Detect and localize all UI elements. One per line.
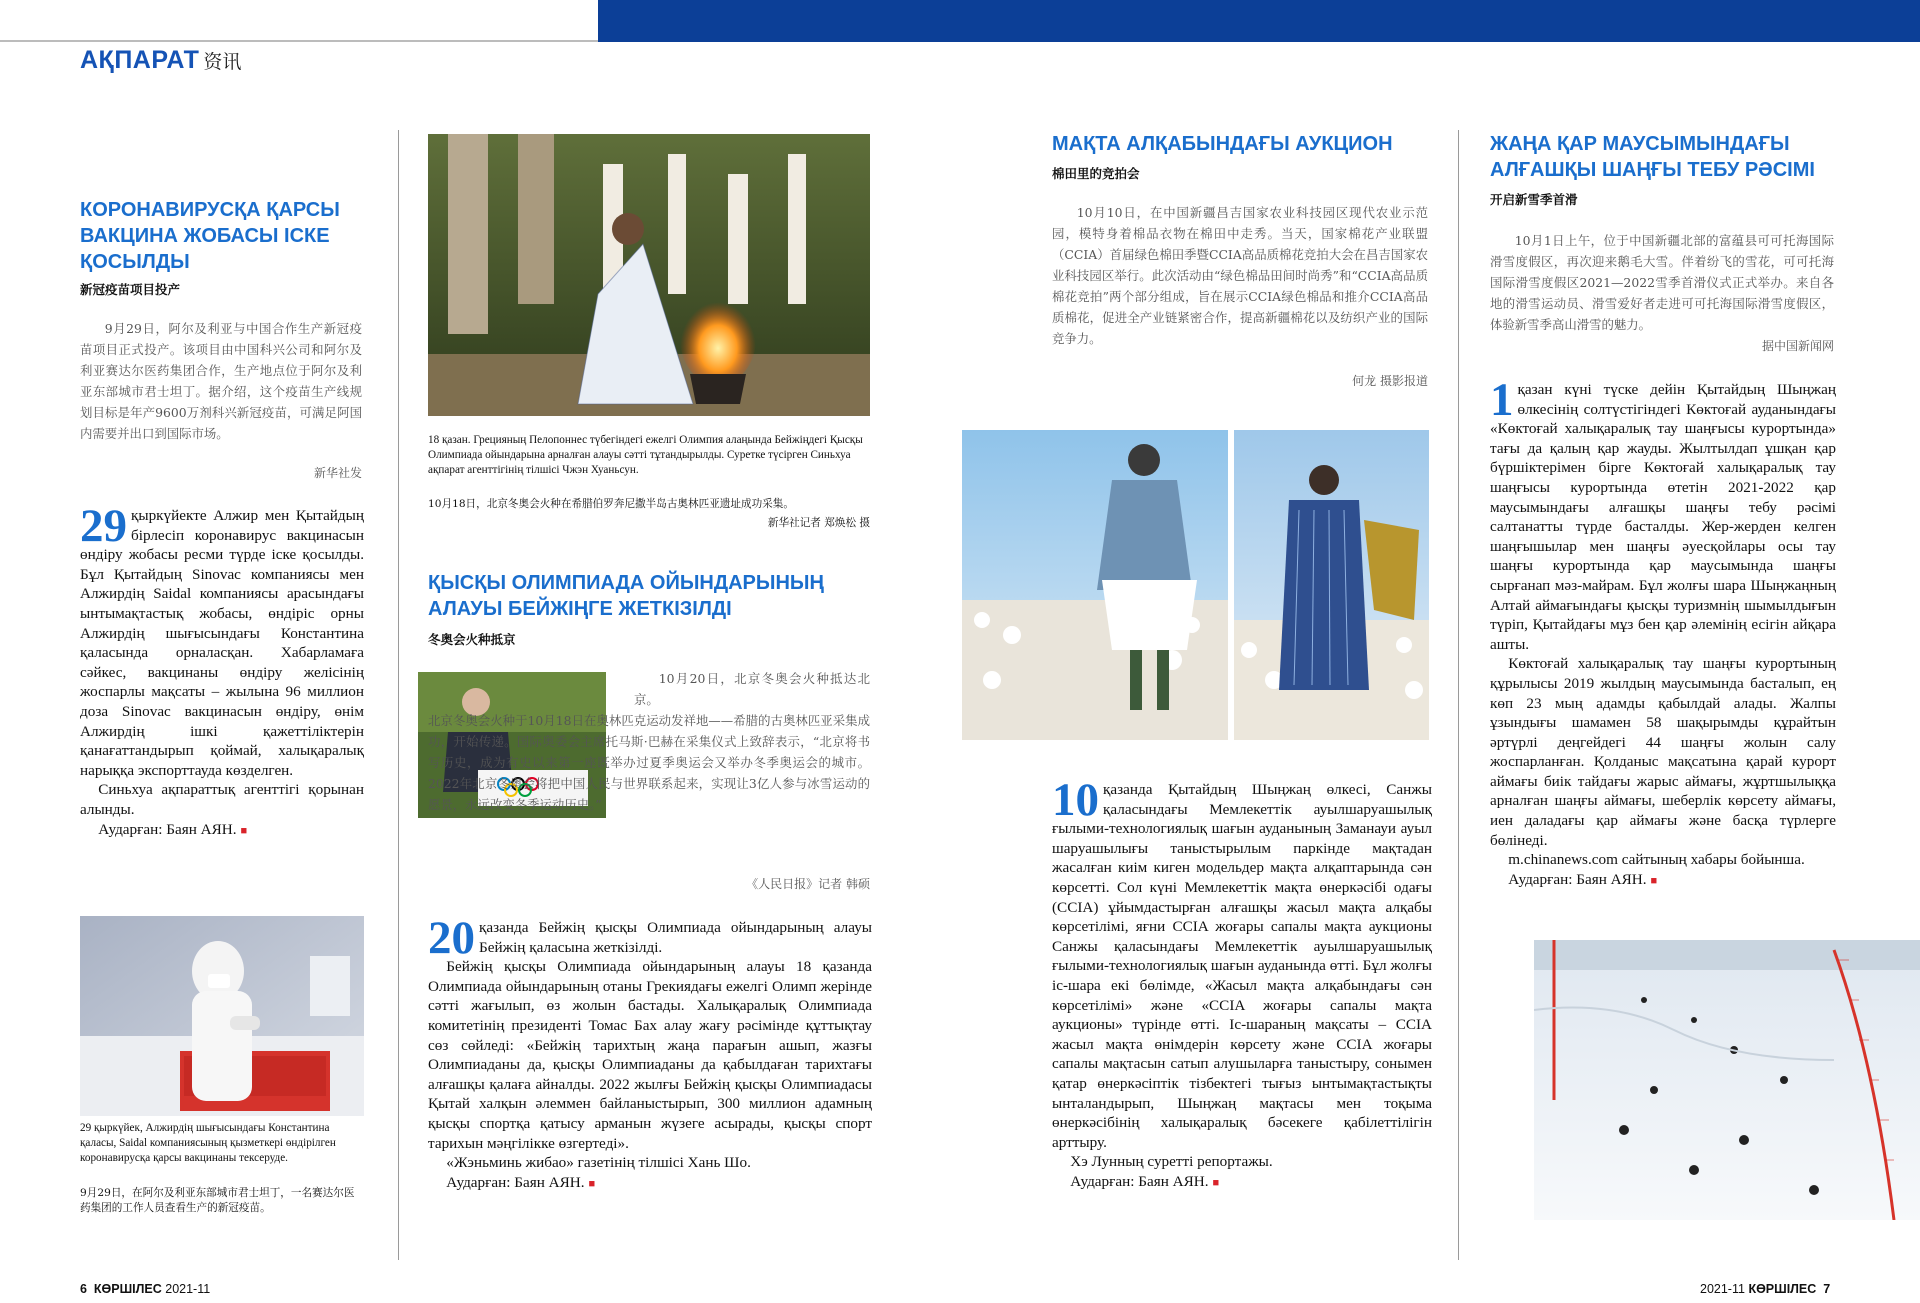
article2-kz-lead: қазанда Бейжің қысқы Олимпиада ойындарының алауы Бейжің қаласына жеткізілді. xyxy=(479,919,872,956)
article1-cn-source: 新华社发 xyxy=(313,466,362,480)
article2-photo-caption-cn: 10月18日，北京冬奥会火种在希腊伯罗奔尼撒半岛古奥林匹亚遗址成功采集。 xyxy=(428,498,794,510)
article2-translator: Аударған: Баян АЯН. xyxy=(446,1173,585,1191)
footer-title-right: КӨРШІЛЕС xyxy=(1748,1282,1817,1296)
article3-kz-source: Хэ Лунның суретті репортажы. xyxy=(1070,1153,1273,1171)
article4-kz-lead: қазан күні түске дейін Қытайдың Шыңжаң өлкесінің солтүстігіндегі Көктоғай ауданындағы «Көктоғай халықаралық тау шаңғысы курортында» тағы да қалың қар жауды. Жылтылдап ұшқан қар бүршіктерімен бірге Көктоғай халықаралық тау шаңғысы курортында өтетін 2021-2022 қар маусымындағы алғашқы шаңғы тебу рәсімі салтанатты түрде басталды. Жер-жерден келген шаңғышылар мен шаңғы әуесқойлары осы тау шаңғы курортында қар маусымында шаңғы сырғанап мәз-майрам. Бұл жолғы шара Шыңжаңның Алтай аймағындағы қысқы туризмнің шымылдығын түріп, Қытайдағы мұз бен қар әлемінің есігін айқара ашты. xyxy=(1490,381,1836,653)
article4-kz-source: m.chinanews.com сайтының хабары бойынша. xyxy=(1508,851,1805,869)
article2-subtitle: 冬奥会火种抵京 xyxy=(428,632,516,647)
article3-subtitle: 棉田里的竞拍会 xyxy=(1052,166,1140,181)
article4-cn-source: 据中国新闻网 xyxy=(1761,339,1834,353)
vaccine-lab-photo xyxy=(80,916,364,1116)
article2-cn-text-1: 10月20日，北京冬奥会火种抵达北京。 xyxy=(634,671,870,707)
article4-translator: Аударған: Баян АЯН. xyxy=(1508,870,1647,888)
section-title-kz: АҚПАРАТ xyxy=(80,46,200,74)
article3-kz-text xyxy=(1052,774,1432,1193)
article2-drop-cap: 20 xyxy=(428,912,475,964)
article4-kz-body: Көктоғай халықаралық тау шаңғы курортының құрылысы 2019 жылдың маусымында басталып, ең көп 23 мың адамды қабылдай алады. Жалпы ұзындығы шамамен 58 шақырымды құрайтын әртүрлі деңгейдегі 44 шаңғы жолын салу жоспарланған. Қолданыс мақсатына қарай курорт аймағы биік тайдағы жарыс аймағы, жұртшылыққа арналған шаңғы аймағы, шеберлік көрсету аймағы, иен даладағы қар аймағы және басқа түрлерге бөлінеді. xyxy=(1490,655,1836,849)
article2-kz-source: «Жэньминь жибао» газетінің тілшісі Хань Шо. xyxy=(446,1154,751,1172)
section-title-cn: 资讯 xyxy=(203,52,242,73)
page-number-right: 7 xyxy=(1823,1282,1831,1296)
article1-photo-caption-kz: 29 қыркүйек, Алжирдің шығысындағы Константина қаласы, Saidal компаниясының қызметкері өндірілген коронавирусқа қарсы вакцинаны тексеруде. xyxy=(80,1122,336,1164)
article2-photo-credit-cn: 新华社记者 郑焕松 摄 xyxy=(767,517,870,529)
article2-cn-text-2: 北京冬奥会火种于10月18日在奥林匹克运动发祥地——希腊的古奥林匹亚采集成功，开始传递。国际奥委会主席托马斯·巴赫在采集仪式上致辞表示，“北京将书写历史，成为有史以来第一座既举办过夏季奥运会又举办冬季奥运会的城市。2022年北京冬奥会将把中国人民与世界联系起来，实现让3亿人参与冰雪运动的愿景，永远改变冬季运动历史。” xyxy=(428,713,870,812)
cotton-field-model-photo-2 xyxy=(1234,430,1429,740)
cotton-field-model-photo-1 xyxy=(962,430,1228,740)
article2-kz-text xyxy=(428,912,872,1194)
top-rule xyxy=(0,40,598,42)
olympic-flame-ceremony-photo xyxy=(428,134,870,416)
article1-kz-lead: қыркүйекте Алжир мен Қытайдың бірлесіп коронавирус вакцинасын өндіру жобасы ресми түрде іске қосылды. Бұл Қытайдың Sinovac компаниясы мен Алжирдің Saidal компаниясы арасындағы ынтымақтастық жобасы, өндіріс орны Алжирдің шығысындағы Константина қаласында орналасқан. Хабарламаға сәйкес, вакцинаны өндіру желісінің жоспарлы мақсаты – жылына 96 миллион доза Sinovac вакцинасын өндіру, өнім Алжирдің ішкі қажеттіліктерін қанағаттандырып қоймай, халықаралық нарыққа экспорттауда көзделген. xyxy=(80,507,364,779)
article4-cn-text: 10月1日上午，位于中国新疆北部的富蕴县可可托海国际滑雪度假区，再次迎来鹅毛大雪。伴着纷飞的雪花，可可托海国际滑雪度假区2021—2022雪季首滑仪式正式举办。来自各地的滑雪运动员、滑雪爱好者走进可可托海国际滑雪度假区，体验新雪季高山滑雪的魅力。 xyxy=(1490,233,1834,332)
article3-cn-source: 何龙 摄影报道 xyxy=(1352,374,1428,388)
article1-cn-text: 9月29日，阿尔及利亚与中国合作生产新冠疫苗项目正式投产。该项目由中国科兴公司和阿尔及利亚赛达尔医药集团合作，生产地点位于阿尔及利亚东部城市君士坦丁。据介绍，这个疫苗生产线规划目标是年产9600万剂科兴新冠疫苗，可满足阿国内需要并出口到国际市场。 xyxy=(80,321,362,441)
end-mark-icon: ■ xyxy=(1650,874,1658,887)
footer-issue-right: 2021-11 xyxy=(1700,1282,1745,1296)
article4-title: ЖАҢА ҚАР МАУСЫМЫНДАҒЫ АЛҒАШҚЫ ШАҢҒЫ ТЕБУ РӘСІМІ xyxy=(1490,133,1815,181)
top-color-bar xyxy=(598,0,1920,42)
article1-kz-source: Синьхуа ақпараттық агенттігі қорынан алынды. xyxy=(80,781,364,818)
article1-drop-cap: 29 xyxy=(80,500,127,552)
article1-translator: Аударған: Баян АЯН. xyxy=(98,820,237,838)
ski-resort-photo xyxy=(1534,940,1920,1220)
end-mark-icon: ■ xyxy=(588,1177,596,1190)
article4-kz-text xyxy=(1490,374,1836,891)
footer-right xyxy=(1700,1282,1830,1296)
end-mark-icon: ■ xyxy=(1212,1176,1220,1189)
footer-title-left: КӨРШІЛЕС xyxy=(93,1282,162,1296)
article2-cn-source: 《人民日报》记者 韩硕 xyxy=(746,877,870,891)
article3-cn-text: 10月10日，在中国新疆昌吉国家农业科技园区现代农业示范园，模特身着棉品衣物在棉田中走秀。当天，国家棉花产业联盟（CCIA）首届绿色棉田季暨CCIA高品质棉花竞拍大会在昌吉国家农业科技园区举行。此次活动由“绿色棉品田间时尚秀”和“CCIA高品质棉花竞拍”两个部分组成，旨在展示CCIA绿色棉品和推介CCIA高品质棉花，促进全产业链紧密合作，提高新疆棉花以及纺织产业的国际竞争力。 xyxy=(1052,205,1428,346)
column-divider xyxy=(398,130,399,1260)
article1-kz-text xyxy=(80,500,364,841)
column-divider xyxy=(1458,130,1459,1260)
article3-title: МАҚТА АЛҚАБЫНДАҒЫ АУКЦИОН xyxy=(1052,133,1393,155)
end-mark-icon: ■ xyxy=(240,824,248,837)
section-header xyxy=(80,46,241,75)
article3-kz-lead: қазанда Қытайдың Шыңжаң өлкесі, Санжы қаласындағы Мемлекеттік ауылшаруашылық ғылыми-технологиялық шағын ауданының Заманауи ауыл шаруашылығы таныстырылым паркінде мақтадан жасалған киім киген модельдер мақта алқаптарында сән көрсетті. Сол күні Мемлекеттік мақта өнеркәсібі одағы (CCIA) ұйымдастырған алғашқы жасыл мақта алқабы көрсетілімі, яғни CCIA жоғары сапалы мақта аукционы Санжы қаласындағы Мемлекеттік ауылшаруашылық ғылыми-технологиялық шағын ауданында өтті. Бұл жолғы іс-шара екі бөлімде, «Жасыл мақта алқабындағы сән көрсетілімі» және «CCIA жоғары сапалы мақта аукционы» түрінде өтті. Іс-шараның мақсаты – CCIA жасыл мақта өнімдерін көрсету және CCIA жоғары сапалы мақтасын сатып алушыларға таныстыру, сонымен қатар өнеркәсіптік тізбектегі тығыз ынтымақтастықты ынталандырып, Шыңжаң мақтасы мен тоқыма өнеркәсібінің халықаралық бәсекеге қабілеттілігін арттыру. xyxy=(1052,781,1432,1151)
article1-title: КОРОНАВИРУСҚА ҚАРСЫ ВАКЦИНА ЖОБАСЫ ІСКЕ ҚОСЫЛДЫ xyxy=(80,199,340,273)
article3-translator: Аударған: Баян АЯН. xyxy=(1070,1172,1209,1190)
article4-subtitle: 开启新雪季首滑 xyxy=(1490,192,1578,207)
article3-drop-cap: 10 xyxy=(1052,774,1099,826)
footer-left xyxy=(80,1282,210,1296)
article2-title: ҚЫСҚЫ ОЛИМПИАДА ОЙЫНДАРЫНЫҢ АЛАУЫ БЕЙЖІҢГЕ ЖЕТКІЗІЛДІ xyxy=(428,572,824,620)
footer-issue-left: 2021-11 xyxy=(165,1282,211,1296)
article1-photo-caption-cn: 9月29日，在阿尔及利亚东部城市君士坦丁，一名赛达尔医药集团的工作人员查看生产的新冠疫苗。 xyxy=(80,1187,355,1214)
article1-subtitle: 新冠疫苗项目投产 xyxy=(80,282,181,297)
article2-kz-body: Бейжің қысқы Олимпиада ойындарының алауы 18 қазанда Олимпиада ойындарының отаны Грекиядағы ежелгі Олимп жерінде сәтті жағылып, өз жолын бастады. Халықаралық Олимпиада комитетінің президенті Томас Бах алау жағу рәсімінде құттықтау сөз сөйледі: «Бейжің тарихтың жаңа парағын ашып, жазғы Олимпиаданы да, қысқы Олимпиаданы да қабылдаған тарихтағы алғашқы қалаға айналды. 2022 жылғы Бейжің қысқы Олимпиадасы Қытай халқын әлеммен байланыстырып, 300 миллион адамның қысқы спортқа қатысу арманын жүзеге асырады, қысқы спорт тарихын мәңгілікке өзгертеді». xyxy=(428,958,872,1152)
article4-drop-cap: 1 xyxy=(1490,374,1514,426)
page-number-left: 6 xyxy=(80,1282,87,1296)
article2-photo-caption-kz: 18 қазан. Грецияның Пелопоннес түбегіндегі ежелгі Олимпия алаңында Бейжіңдегі Қысқы Олимпиада ойындарына арналған алауы сәтті тұтандырылды. Суретке түсірген Синьхуа ақпарат агенттігінің тілшісі Чжэн Хуаньсун. xyxy=(428,434,863,476)
